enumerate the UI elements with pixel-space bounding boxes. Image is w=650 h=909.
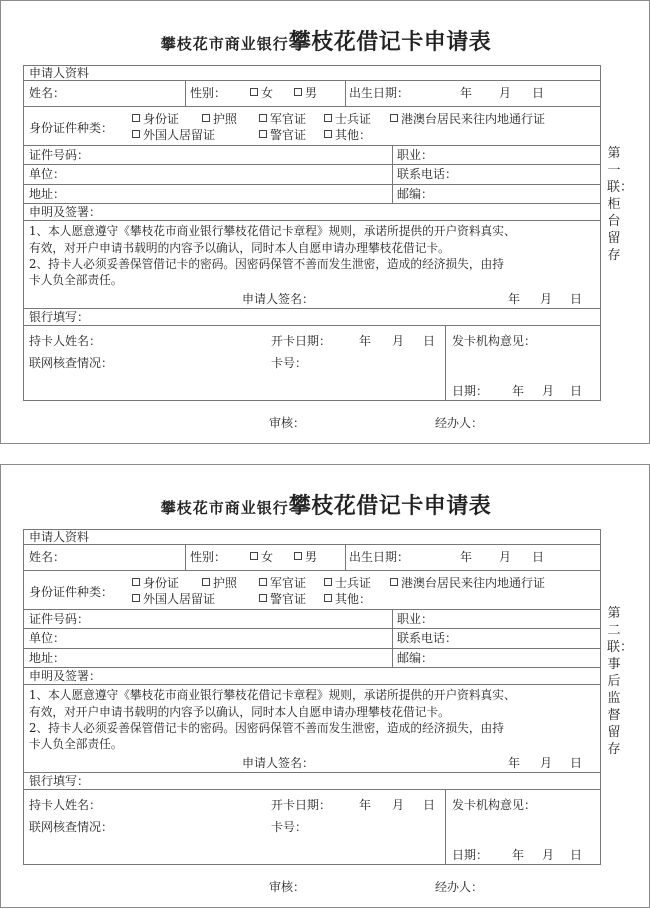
id-option-foreigner-residence[interactable]: 外国人居留证	[132, 128, 215, 142]
card-number-label: 卡号：	[271, 356, 308, 370]
open-date-label: 开卡日期：	[271, 334, 332, 348]
birth-day-label: 日	[532, 550, 545, 564]
gender-female-option[interactable]: 女	[250, 86, 273, 100]
checkbox-icon[interactable]	[259, 578, 267, 586]
gender-male-option[interactable]: 男	[294, 550, 317, 564]
checkbox-icon[interactable]	[132, 114, 140, 122]
open-month-label: 月	[392, 334, 405, 348]
id-option-hk-macau-taiwan[interactable]: 港澳台居民来往内地通行证	[390, 576, 545, 590]
declaration-line-4: 卡人负全部责任。	[29, 737, 123, 751]
signature-month-label: 月	[540, 756, 553, 770]
cardholder-name-label: 持卡人姓名：	[29, 798, 102, 812]
issuer-month-label: 月	[542, 848, 555, 862]
gender-female-option[interactable]: 女	[250, 550, 273, 564]
birth-day-label: 日	[532, 86, 545, 100]
postcode-label: 邮编：	[397, 651, 434, 665]
id-option-id-card[interactable]: 身份证	[132, 112, 179, 126]
checkbox-icon[interactable]	[259, 130, 267, 138]
bank-section-label: 银行填写：	[29, 774, 90, 788]
id-option-passport[interactable]: 护照	[202, 112, 237, 126]
occupation-label: 职业：	[397, 148, 434, 162]
application-table	[23, 529, 601, 865]
open-month-label: 月	[392, 798, 405, 812]
signature-label: 申请人签名：	[242, 292, 315, 306]
handler-label: 经办人：	[435, 880, 484, 894]
bank-name: 攀枝花市商业银行	[160, 499, 289, 517]
checkbox-icon[interactable]	[259, 114, 267, 122]
declaration-label: 申明及签署：	[29, 205, 102, 219]
issuer-day-label: 日	[570, 384, 583, 398]
checkbox-icon[interactable]	[202, 114, 210, 122]
birth-month-label: 月	[499, 86, 512, 100]
id-option-soldier[interactable]: 士兵证	[324, 112, 371, 126]
open-day-label: 日	[423, 798, 436, 812]
id-option-military-officer[interactable]: 军官证	[259, 576, 306, 590]
id-option-military-officer[interactable]: 军官证	[259, 112, 306, 126]
network-check-label: 联网核查情况：	[29, 356, 114, 370]
birth-year-label: 年	[460, 86, 473, 100]
applicant-section-label: 申请人资料	[29, 530, 90, 544]
checkbox-icon[interactable]	[202, 578, 210, 586]
declaration-line-3: 2、持卡人必须妥善保管借记卡的密码。因密码保管不善而发生泄密，造成的经济损失，由持	[29, 257, 504, 271]
declaration-line-2: 有效，对开户申请书载明的内容予以确认，同时本人自愿申请办理攀枝花借记卡。	[29, 705, 450, 719]
checkbox-icon[interactable]	[294, 552, 302, 560]
form-title	[1, 25, 650, 56]
network-check-label: 联网核查情况：	[29, 820, 114, 834]
signature-month-label: 月	[540, 292, 553, 306]
bank-section-label: 银行填写：	[29, 310, 90, 324]
application-form-copy-1	[0, 0, 650, 444]
open-year-label: 年	[359, 798, 372, 812]
review-label: 审核：	[269, 880, 306, 894]
checkbox-icon[interactable]	[132, 594, 140, 602]
copy-label: 第一联：柜台留存	[607, 146, 634, 263]
occupation-label: 职业：	[397, 612, 434, 626]
signature-year-label: 年	[508, 756, 521, 770]
open-year-label: 年	[359, 334, 372, 348]
review-label: 审核：	[269, 416, 306, 430]
birth-date-label: 出生日期：	[349, 550, 410, 564]
birth-month-label: 月	[499, 550, 512, 564]
checkbox-icon[interactable]	[324, 114, 332, 122]
signature-day-label: 日	[570, 292, 583, 306]
checkbox-icon[interactable]	[324, 578, 332, 586]
id-type-label: 身份证件种类：	[29, 121, 114, 135]
declaration-line-1: 1、本人愿意遵守《攀枝花市商业银行攀枝花借记卡章程》规则，承诺所提供的开户资料真实、	[29, 224, 516, 238]
gender-label: 性别：	[190, 550, 227, 564]
id-option-police-officer[interactable]: 警官证	[259, 128, 306, 142]
id-option-soldier[interactable]: 士兵证	[324, 576, 371, 590]
checkbox-icon[interactable]	[250, 88, 258, 96]
name-label: 姓名：	[29, 550, 66, 564]
address-label: 地址：	[29, 651, 66, 665]
card-number-label: 卡号：	[271, 820, 308, 834]
phone-label: 联系电话：	[397, 631, 458, 645]
declaration-line-3: 2、持卡人必须妥善保管借记卡的密码。因密码保管不善而发生泄密，造成的经济损失，由持	[29, 721, 504, 735]
checkbox-icon[interactable]	[294, 88, 302, 96]
id-option-foreigner-residence[interactable]: 外国人居留证	[132, 592, 215, 606]
issuer-opinion-label: 发卡机构意见：	[452, 798, 537, 812]
handler-label: 经办人：	[435, 416, 484, 430]
signature-day-label: 日	[570, 756, 583, 770]
declaration-line-1: 1、本人愿意遵守《攀枝花市商业银行攀枝花借记卡章程》规则，承诺所提供的开户资料真实、	[29, 688, 516, 702]
form-name: 攀枝花借记卡申请表	[288, 29, 492, 55]
checkbox-icon[interactable]	[324, 594, 332, 602]
birth-date-label: 出生日期：	[349, 86, 410, 100]
postcode-label: 邮编：	[397, 187, 434, 201]
gender-male-option[interactable]: 男	[294, 86, 317, 100]
checkbox-icon[interactable]	[390, 114, 398, 122]
id-option-other[interactable]: 其他：	[324, 592, 371, 606]
checkbox-icon[interactable]	[390, 578, 398, 586]
issuer-opinion-label: 发卡机构意见：	[452, 334, 537, 348]
name-label: 姓名：	[29, 86, 66, 100]
form-name: 攀枝花借记卡申请表	[288, 493, 492, 519]
checkbox-icon[interactable]	[259, 594, 267, 602]
declaration-line-4: 卡人负全部责任。	[29, 273, 123, 287]
application-form-copy-2	[0, 464, 650, 908]
id-option-police-officer[interactable]: 警官证	[259, 592, 306, 606]
checkbox-icon[interactable]	[250, 552, 258, 560]
issuer-date-label: 日期：	[452, 384, 489, 398]
bank-name: 攀枝花市商业银行	[160, 35, 289, 53]
issuer-year-label: 年	[512, 848, 525, 862]
form-title	[1, 489, 650, 520]
declaration-label: 申明及签署：	[29, 669, 102, 683]
signature-label: 申请人签名：	[242, 756, 315, 770]
id-option-passport[interactable]: 护照	[202, 576, 237, 590]
issuer-day-label: 日	[570, 848, 583, 862]
employer-label: 单位：	[29, 631, 66, 645]
copy-label: 第二联：事后监督留存	[607, 606, 634, 757]
declaration-line-2: 有效，对开户申请书载明的内容予以确认，同时本人自愿申请办理攀枝花借记卡。	[29, 241, 450, 255]
checkbox-icon[interactable]	[324, 130, 332, 138]
signature-year-label: 年	[508, 292, 521, 306]
id-number-label: 证件号码：	[29, 612, 90, 626]
applicant-section-label: 申请人资料	[29, 66, 90, 80]
id-number-label: 证件号码：	[29, 148, 90, 162]
cardholder-name-label: 持卡人姓名：	[29, 334, 102, 348]
id-option-hk-macau-taiwan[interactable]: 港澳台居民来往内地通行证	[390, 112, 545, 126]
employer-label: 单位：	[29, 167, 66, 181]
issuer-date-label: 日期：	[452, 848, 489, 862]
id-option-other[interactable]: 其他：	[324, 128, 371, 142]
issuer-month-label: 月	[542, 384, 555, 398]
id-type-label: 身份证件种类：	[29, 585, 114, 599]
address-label: 地址：	[29, 187, 66, 201]
checkbox-icon[interactable]	[132, 130, 140, 138]
open-date-label: 开卡日期：	[271, 798, 332, 812]
phone-label: 联系电话：	[397, 167, 458, 181]
birth-year-label: 年	[460, 550, 473, 564]
checkbox-icon[interactable]	[132, 578, 140, 586]
open-day-label: 日	[423, 334, 436, 348]
issuer-year-label: 年	[512, 384, 525, 398]
id-option-id-card[interactable]: 身份证	[132, 576, 179, 590]
application-table	[23, 65, 601, 401]
gender-label: 性别：	[190, 86, 227, 100]
